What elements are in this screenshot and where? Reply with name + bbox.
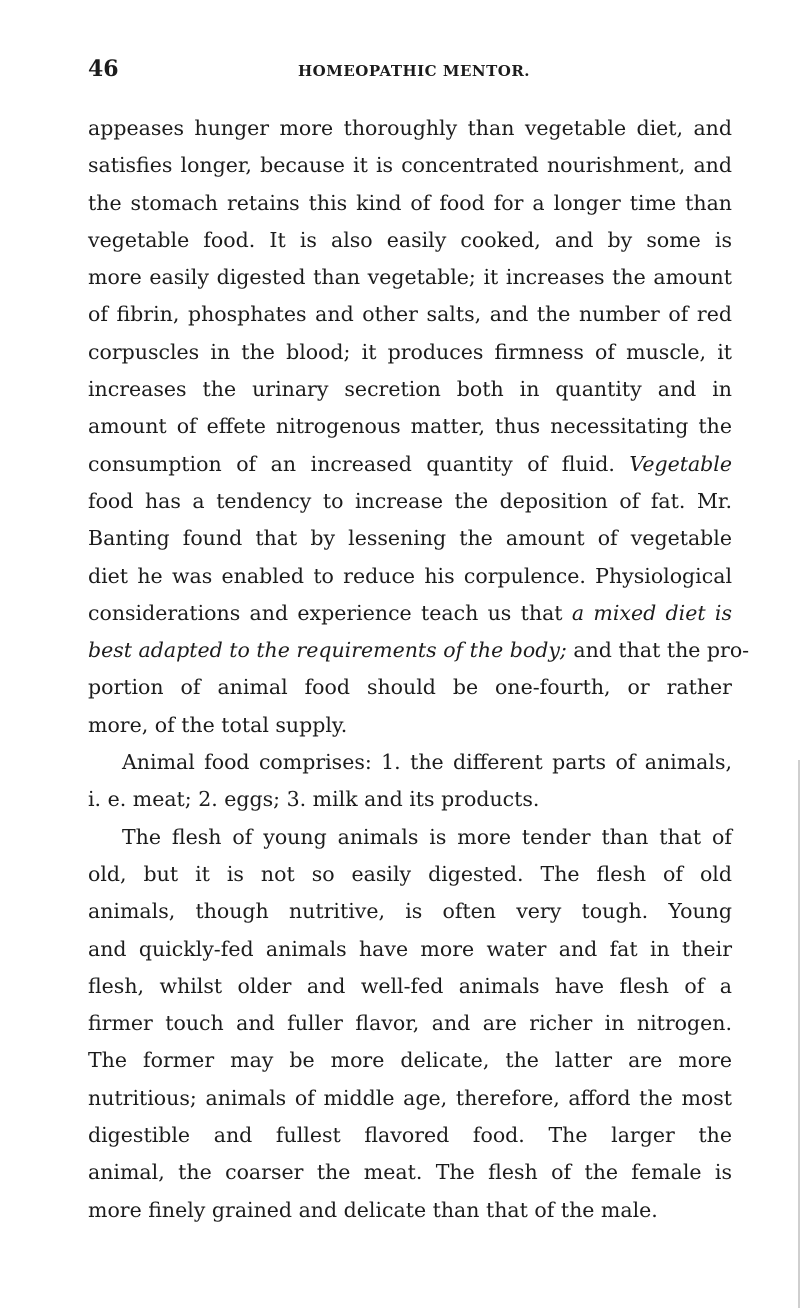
text-run: and that the pro- [566, 638, 750, 663]
text-line [88, 744, 732, 781]
text-line [88, 334, 732, 371]
text-line [88, 669, 732, 706]
text-line [88, 1042, 732, 1079]
text-run: nutritious; animals of middle age, therefore, afford the most [88, 1085, 732, 1110]
text-line [88, 185, 732, 222]
paragraph [88, 110, 750, 744]
text-line [88, 1080, 732, 1117]
text-line [88, 147, 732, 184]
italic-text: a mixed diet is [571, 600, 732, 625]
text-line [88, 1005, 732, 1042]
text-line [88, 856, 732, 893]
text-line [88, 968, 732, 1005]
text-line [88, 1192, 732, 1229]
text-line [88, 781, 732, 818]
text-run: diet he was enabled to reduce his corpulence. Physiological [88, 563, 732, 588]
paragraph [88, 819, 732, 1229]
text-run: consumption of an increased quantity of fluid. [88, 451, 630, 476]
text-line [88, 222, 732, 259]
text-line [88, 408, 732, 445]
text-run: i. e. meat; 2. eggs; 3. milk and its products. [88, 787, 540, 812]
text-line [88, 1154, 732, 1191]
text-line [88, 110, 732, 147]
text-line [88, 819, 732, 856]
text-line [88, 1117, 732, 1154]
text-line [88, 893, 732, 930]
text-run: more finely grained and delicate than that of the male. [88, 1197, 658, 1222]
text-run: corpuscles in the blood; it produces firmness of muscle, it [88, 339, 732, 364]
text-run: animal, the coarser the meat. The flesh of the female is [88, 1160, 732, 1185]
text-line [88, 558, 732, 595]
italic-text: best adapted to the requirements of the body; [88, 638, 567, 663]
text-run: digestible and fullest flavored food. The larger the [88, 1123, 732, 1148]
text-run: vegetable food. It is also easily cooked, and by some is [88, 227, 732, 252]
text-run: of fibrin, phosphates and other salts, and the number of red [88, 302, 732, 327]
body-text [88, 110, 750, 1229]
text-run: more, of the total supply. [88, 712, 348, 737]
text-line [88, 259, 732, 296]
text-run: old, but it is not so easily digested. The flesh of old [88, 861, 732, 886]
text-run: the stomach retains this kind of food for a longer time than [88, 190, 732, 215]
text-line [88, 446, 732, 483]
text-line [88, 632, 750, 669]
paragraph [88, 744, 732, 819]
page-header [88, 56, 720, 86]
running-head: HOMEOPATHIC MENTOR. [297, 62, 531, 80]
text-run: firmer touch and fuller flavor, and are richer in nitrogen. [88, 1011, 732, 1036]
text-run: amount of effete nitrogenous matter, thus necessitating the [88, 414, 732, 439]
text-run: portion of animal food should be one-fourth, or rather [88, 675, 732, 700]
text-run: and quickly-fed animals have more water and fat in their [88, 936, 732, 961]
text-run: food has a tendency to increase the deposition of fat. Mr. [88, 488, 732, 513]
text-line [88, 520, 732, 557]
page-number: 46 [88, 56, 119, 82]
text-run: Animal food comprises: 1. the different parts of animals, [122, 750, 732, 775]
text-run: considerations and experience teach us that [88, 600, 572, 625]
text-line [88, 595, 732, 632]
text-line [88, 931, 732, 968]
text-line [88, 371, 732, 408]
text-run: increases the urinary secretion both in quantity and in [88, 377, 732, 402]
text-run: Banting found that by lessening the amount of vegetable [88, 526, 732, 551]
text-run: flesh, whilst older and well-fed animals have flesh of a [88, 973, 732, 998]
text-run: more easily digested than vegetable; it increases the amount [88, 265, 732, 290]
text-run: satisfies longer, because it is concentrated nourishment, and [88, 153, 732, 178]
italic-text: Vegetable [629, 451, 732, 476]
text-line [88, 483, 732, 520]
text-line [88, 296, 732, 333]
text-run: animals, though nutritive, is often very tough. Young [88, 899, 732, 924]
text-run: appeases hunger more thoroughly than vegetable diet, and [88, 116, 732, 140]
text-line [88, 707, 732, 744]
text-run: The former may be more delicate, the latter are more [88, 1048, 732, 1073]
text-run: The flesh of young animals is more tender than that of [122, 824, 732, 849]
